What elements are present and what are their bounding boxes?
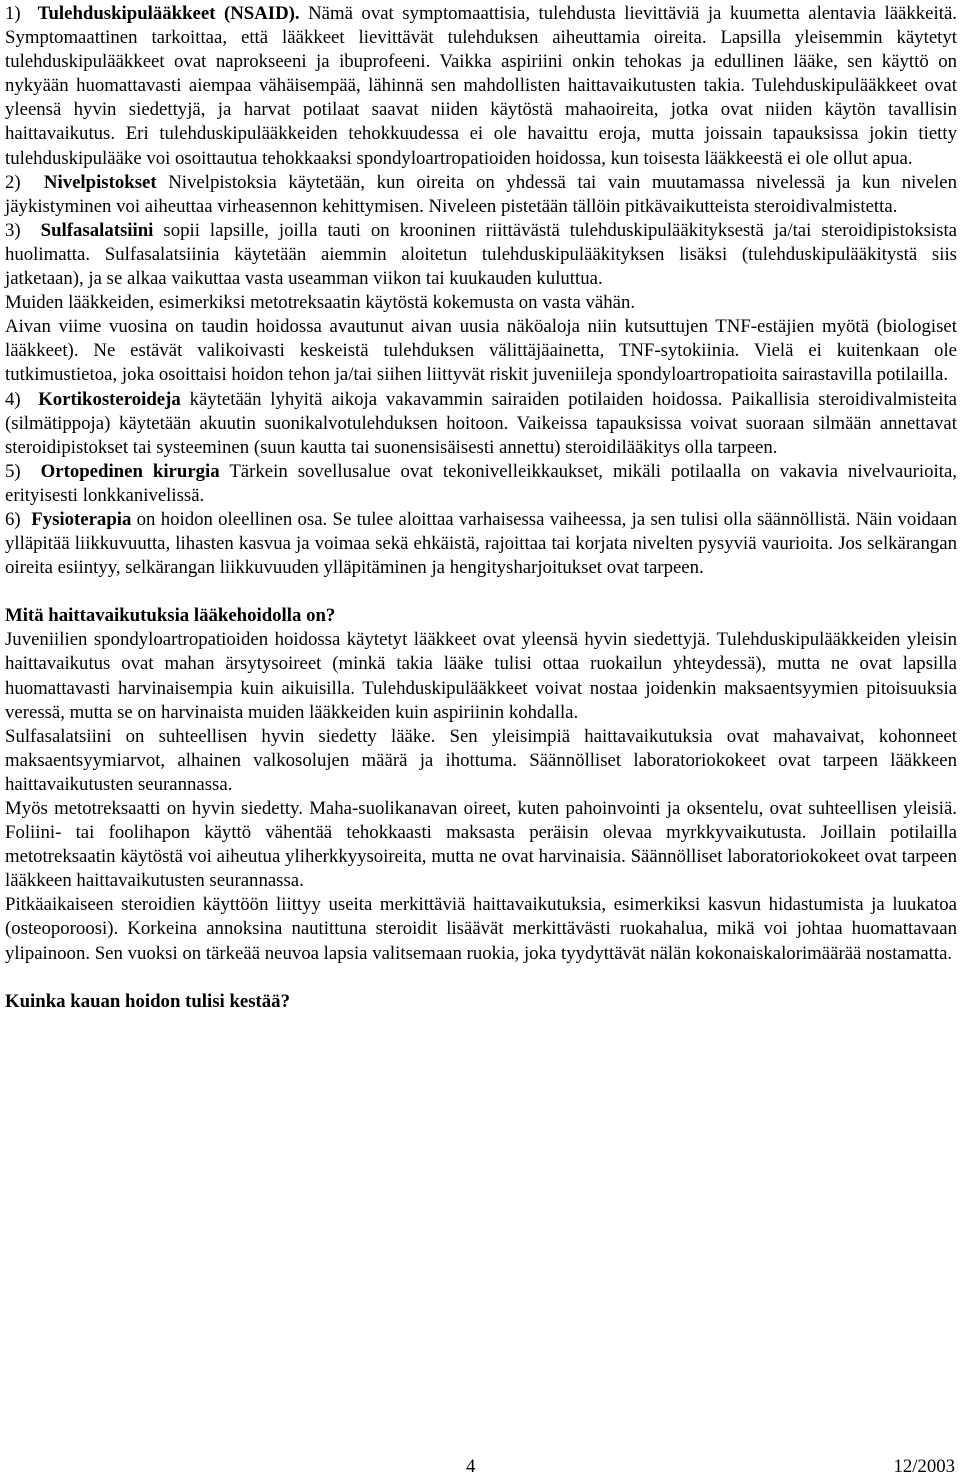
list-number: 2) [5, 171, 21, 193]
side-effects-heading: Mitä haittavaikutuksia lääkehoidolla on? [5, 605, 336, 627]
page-number: 4 [466, 1456, 476, 1477]
list-number: 1) [5, 3, 21, 24]
treatment-paragraph-6 [5, 508, 957, 580]
spacer [5, 966, 957, 990]
list-number: 5) [5, 460, 21, 482]
treatment-paragraph-5 [5, 460, 957, 508]
other-drugs-paragraph [5, 291, 957, 315]
treatment-title: Sulfasalatsiini [40, 219, 154, 241]
treatment-text: Nämä ovat symptomaattisia, tulehdusta lievittäviä ja kuumetta alentavia lääkkeitä. Symptomaattinen tarkoittaa, että lääkkeet lievittävät tulehduksen aiheuttamia oireita. Lapsilla yleisemmin käytetyt tulehduskipulääkkeet ovat naprokseeni ja ibuprofeeni. Vaikka aspiriini onkin tehokas ja edullinen lääke, sen käyttö on nykyään huomattavasti aiempaa vähäisempää, lähinnä sen mahdollisten haittavaikutusten takia. Tulehduskipulääkkeet ovat yleensä hyvin siedettyjä, ja harvat potilaat saavat niiden käytöstä mahaoireita, jotka ovat niiden käytön tavallisin haittavaikutus. Eri tulehduskipulääkkeiden tehokkuudessa ei ole havaittu eroja, mutta joissain tapauksissa jokin tietty tulehduskipulääke voi osoittautua tehokkaaksi spondyloartropatioiden hoidossa, kun toisesta lääkkeestä ei ole ollut apua. [5, 3, 957, 169]
treatment-title: Nivelpistokset [43, 171, 157, 193]
tnf-paragraph [5, 315, 957, 387]
treatment-text: Tärkein sovellusalue ovat tekonivelleikkaukset, mikäli potilaalla on vakavia nivelvaurioita, erityisesti lonkkanivelissä. [5, 460, 957, 506]
page-footer [0, 1455, 960, 1479]
paragraph-text: Muiden lääkkeiden, esimerkiksi metotreksaatin käytöstä kokemusta on vasta vähän. [5, 292, 636, 314]
treatment-title: Ortopedinen kirurgia [40, 460, 220, 482]
side-effects-paragraph-2: Sulfasalatsiini on suhteellisen hyvin siedetty lääke. Sen yleisimpiä haittavaikutuksia ovat mahavaivat, kohonneet maksaentsyymiarvot, alhainen valkosolujen määrä ja ihottuma. Säännölliset laboratoriokokeet ovat tarpeen lääkkeen haittavaikutusten seurannassa. [5, 725, 957, 795]
treatment-title: Fysioterapia [31, 508, 132, 530]
treatment-paragraph-4 [5, 388, 957, 460]
side-effects-paragraph-3: Myös metotreksaatti on hyvin siedetty. Maha-suolikanavan oireet, kuten pahoinvointi ja oksentelu, ovat suhteellisen yleisiä. Foliini- tai foolihapon käyttö vähentää tehokkaasti maksasta peräisin olevaa myrkkyvaikutusta. Joillain potilailla metotreksaatin käytöstä voi aiheutua yliherkkyysoireita, mutta ne ovat harvinaisia. Säännölliset laboratoriokokeet ovat tarpeen lääkkeen haittavaikutusten seurannassa. [5, 798, 957, 892]
paragraph-text: Aivan viime vuosina on taudin hoidossa avautunut aivan uusia näköaloja niin kutsuttujen TNF-estäjien myötä (biologiset lääkkeet). Ne estävät valikoivasti keskeistä tulehduksen välittäjäainetta, TNF-sytokiinia. Vielä ei kuitenkaan ole tutkimustietoa, joka osoittaisi hoidon tehon ja/tai siihen liittyvät riskit juveniileja spondyloartropatioita sairastavilla potilailla. [5, 316, 957, 386]
treatment-paragraph-1 [5, 2, 957, 171]
treatment-text: on hoidon oleellinen osa. Se tulee aloittaa varhaisessa vaiheessa, ja sen tulisi olla säännöllistä. Näin voidaan ylläpitää liikkuvuutta, lihasten kasvua ja voimaa sekä ehkäistä, rajoittaa tai korjata nivelten pysyviä vaurioita. Jos selkärangan oireita esiintyy, selkärangan liikkuvuuden ylläpitäminen ja hengitysharjoitukset ovat tarpeen. [5, 508, 957, 579]
treatment-title: Tulehduskipulääkkeet (NSAID). [37, 3, 300, 24]
list-number: 3) [5, 219, 21, 241]
document-body [5, 2, 957, 1014]
side-effects-paragraph-1: Juveniilien spondyloartropatioiden hoidossa käytetyt lääkkeet ovat yleensä hyvin siedettyjä. Tulehduskipulääkkeiden yleisin haittavaikutus ovat mahan ärsytysoireet (minkä takia lääke tulisi ottaa ruokailun yhteydessä), mutta ne ovat lapsilla huomattavasti harvinaisempia kuin aikuisilla. Tulehduskipulääkkeet voivat nostaa joidenkin maksaentsyymien pitoisuuksia veressä, mutta se on harvinaista muiden lääkkeiden kuin aspiriinin kohdalla. [5, 629, 957, 723]
treatment-text: sopii lapsille, joilla tauti on krooninen riittävästä tulehduskipulääkityksestä ja/tai steroidipistoksista huolimatta. Sulfasalatsiinia käytetään aiemmin aloitetun tulehduskipulääkityksen lisäksi (tulehduskipulääkitystä siis jatketaan), ja se alkaa vaikuttaa vasta useamman viikon tai kuukauden kuluttua. [5, 219, 957, 290]
list-number: 6) [5, 508, 21, 530]
treatment-text: Nivelpistoksia käytetään, kun oireita on yhdessä tai vain muutamassa nivelessä ja kun nivelen jäykistyminen voi aiheuttaa virheasennon kehittymisen. Niveleen pistetään tällöin pitkävaikutteista steroidivalmistetta. [5, 171, 958, 217]
side-effects-paragraph-4: Pitkäaikaiseen steroidien käyttöön liittyy useita merkittäviä haittavaikutuksia, esimerkiksi kasvun hidastumista ja luukatoa (osteoporoosi). Korkeina annoksina nautittuna steroidit lisäävät merkittävästi ruokahalua, mikä voi johtaa huomattavaan ylipainoon. Sen vuoksi on tärkeää neuvoa lapsia valitsemaan ruokia, joka tyydyttävät nälän kokonaiskalorimäärää nostamatta. [5, 894, 957, 964]
treatment-paragraph-2 [5, 171, 957, 219]
treatment-title: Kortikosteroideja [38, 388, 181, 410]
treatment-paragraph-3 [5, 219, 957, 291]
spacer [5, 580, 957, 604]
footer-date: 12/2003 [893, 1456, 955, 1477]
treatment-text: käytetään lyhyitä aikoja vakavammin sairaiden potilaiden hoidossa. Paikallisia steroidivalmisteita (silmätippoja) käytetään akuutin suonikalvotulehduksen hoitoon. Vaikeissa tapauksissa voivat suoraan silmään annettavat steroidipistokset tai systeeminen (suun kautta tai suonensisäisesti annettu) steroidilääkitys olla tarpeen. [5, 388, 958, 458]
duration-heading: Kuinka kauan hoidon tulisi kestää? [5, 990, 290, 1012]
list-number: 4) [5, 388, 21, 410]
